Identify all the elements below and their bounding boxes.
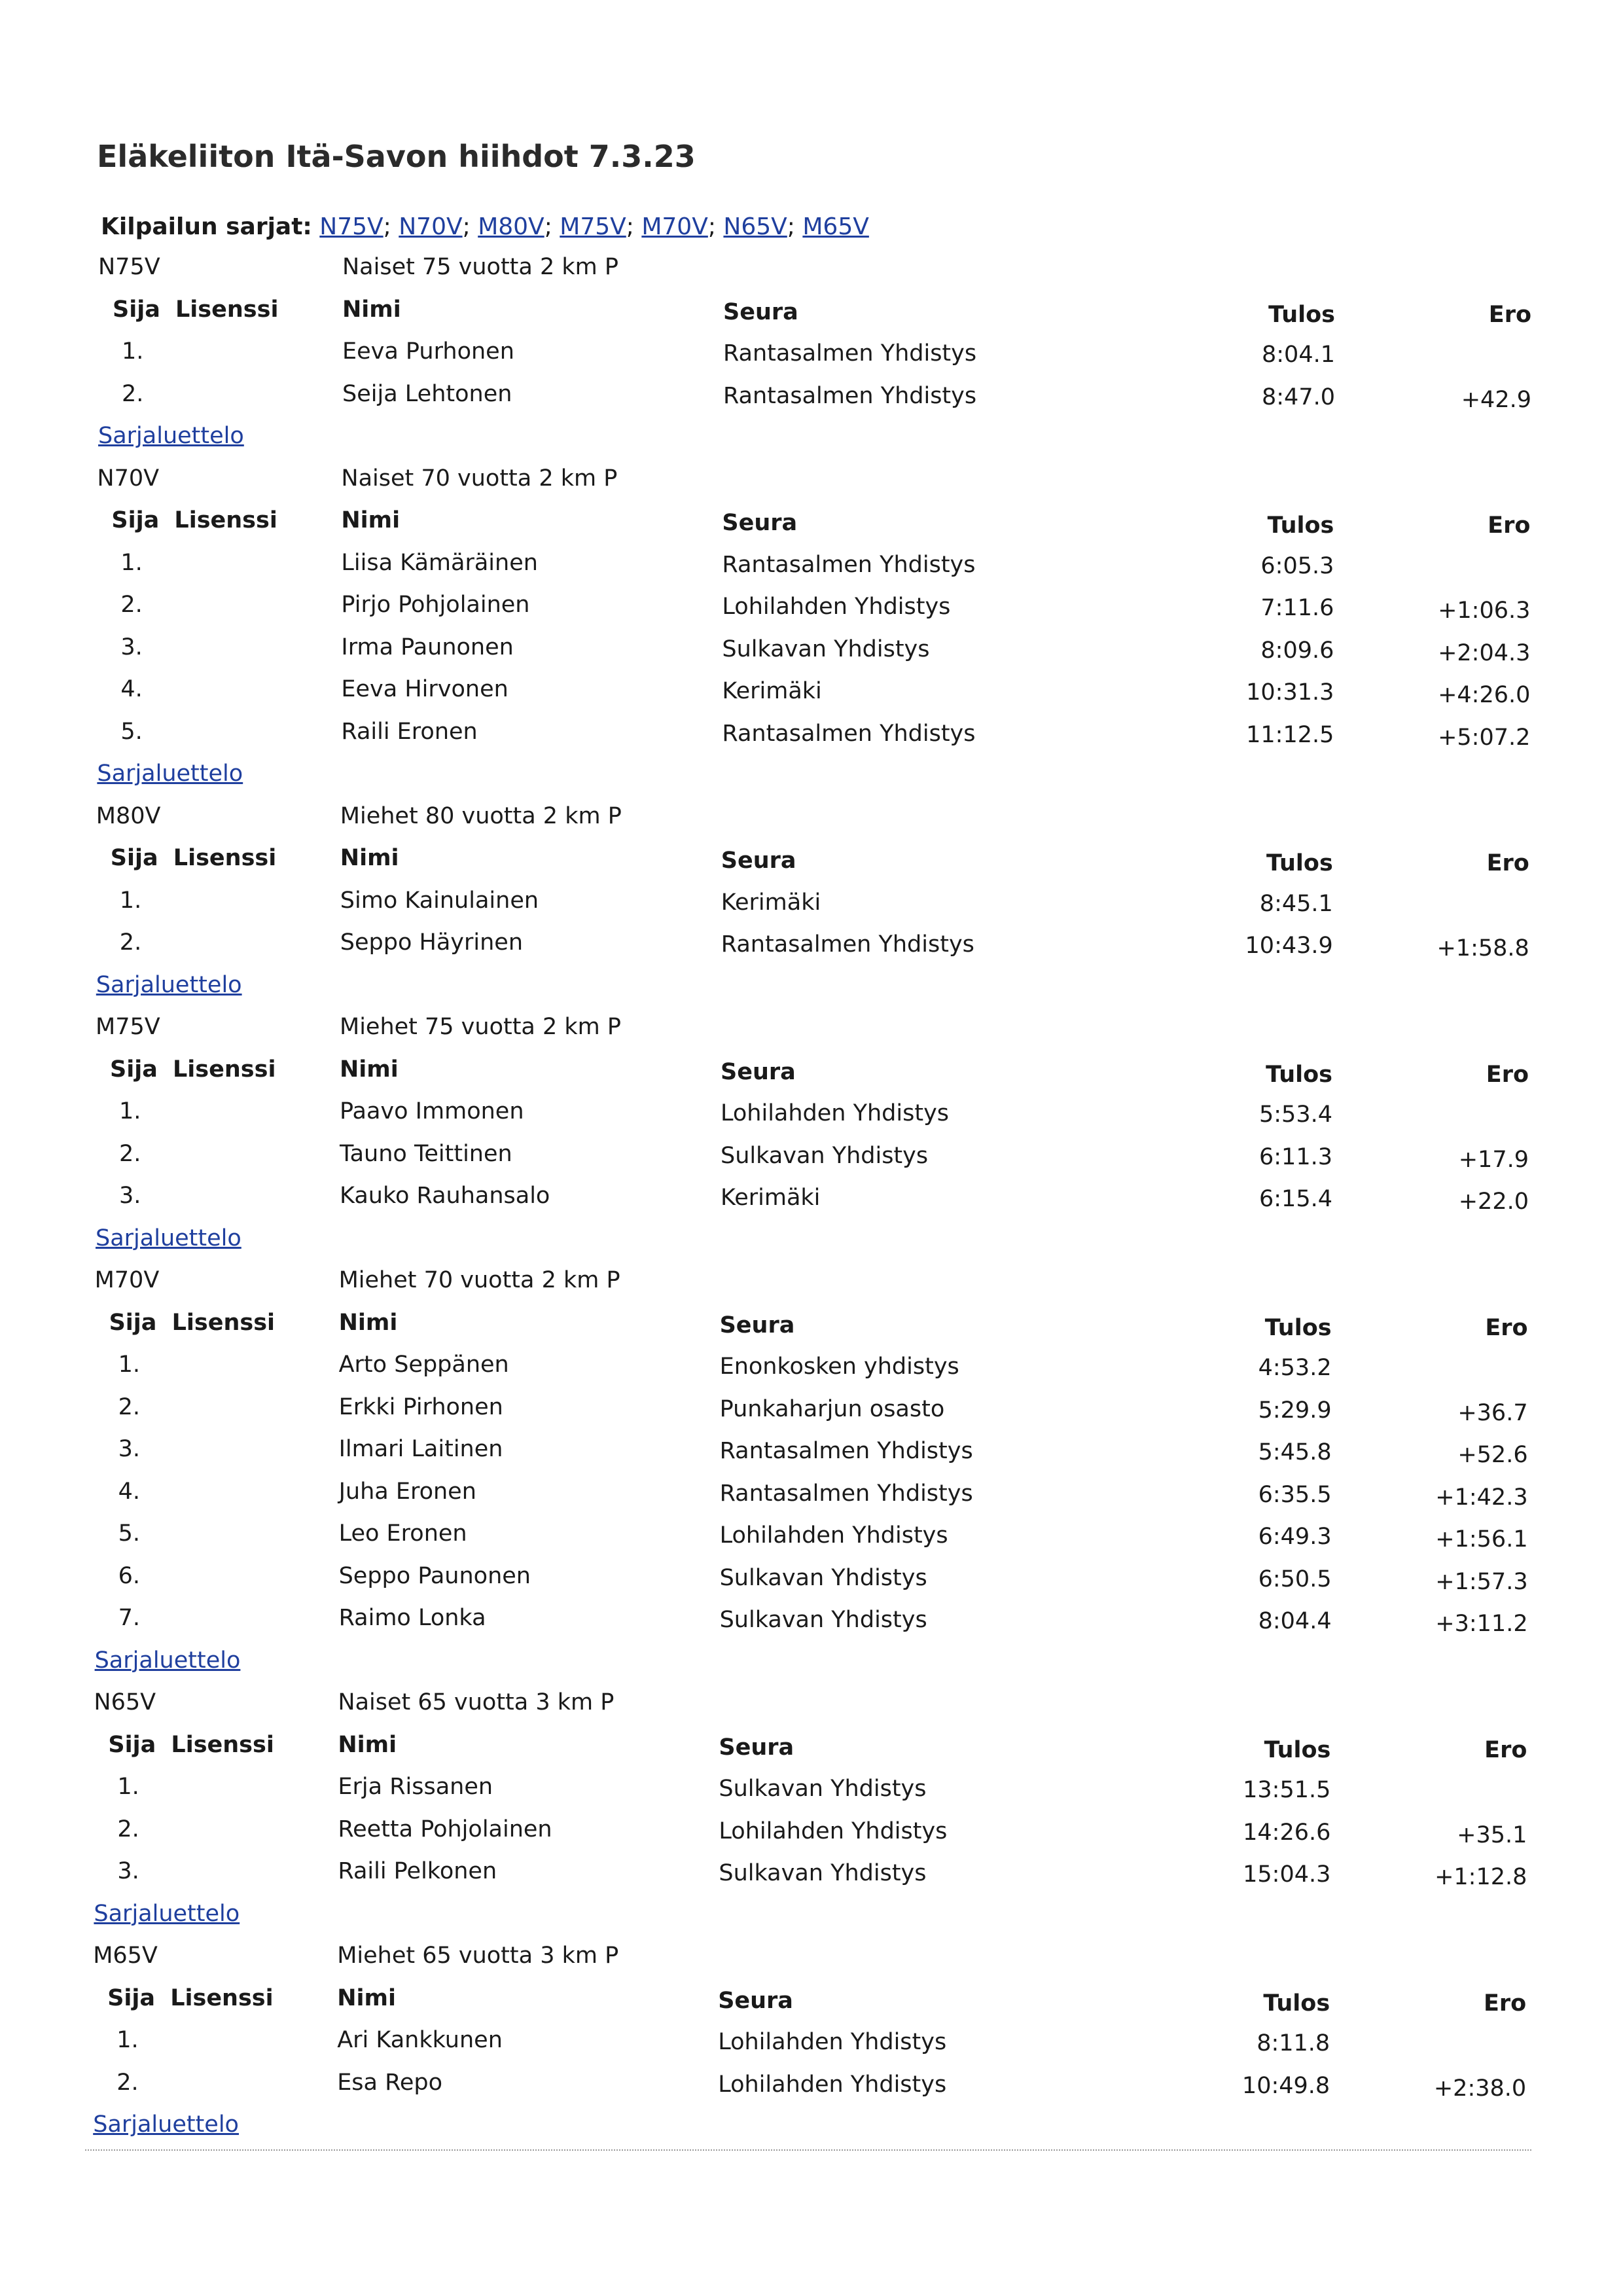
result-name: Ari Kankkunen bbox=[337, 2027, 503, 2053]
result-time: 15:04.3 bbox=[1243, 1861, 1331, 1888]
header-nimi: Nimi bbox=[338, 1731, 397, 1758]
header-tulos: Tulos bbox=[1266, 1061, 1332, 1088]
result-club: Rantasalmen Yhdistys bbox=[723, 340, 977, 367]
header-seura: Seura bbox=[723, 298, 798, 325]
result-name: Irma Paunonen bbox=[341, 634, 514, 660]
result-time: 5:53.4 bbox=[1259, 1102, 1332, 1128]
result-time: 6:15.4 bbox=[1259, 1186, 1332, 1212]
header-nimi: Nimi bbox=[342, 296, 401, 323]
result-club: Kerimäki bbox=[721, 1185, 821, 1211]
result-time: 10:31.3 bbox=[1246, 679, 1334, 706]
class-description-n65v: Naiset 65 vuotta 3 km P bbox=[338, 1689, 615, 1715]
header-seura: Seura bbox=[719, 1734, 794, 1761]
result-time: 6:49.3 bbox=[1258, 1524, 1332, 1550]
result-diff: +1:56.1 bbox=[1435, 1526, 1528, 1552]
result-time: 8:04.1 bbox=[1262, 342, 1335, 368]
header-lisenssi: Lisenssi bbox=[174, 507, 277, 533]
series-separator: ; bbox=[707, 213, 724, 240]
result-club: Rantasalmen Yhdistys bbox=[722, 551, 976, 578]
result-club: Lohilahden Yhdistys bbox=[718, 2071, 947, 2098]
result-time: 10:43.9 bbox=[1245, 933, 1333, 959]
header-seura: Seura bbox=[719, 1312, 795, 1338]
header-seura: Seura bbox=[721, 1058, 796, 1085]
header-lisenssi: Lisenssi bbox=[173, 845, 277, 871]
result-time: 13:51.5 bbox=[1243, 1777, 1331, 1803]
result-diff: +1:58.8 bbox=[1436, 935, 1529, 961]
series-separator: ; bbox=[544, 213, 560, 240]
header-tulos: Tulos bbox=[1263, 1990, 1330, 2017]
series-link-m70v[interactable]: M70V bbox=[641, 213, 708, 240]
header-tulos: Tulos bbox=[1267, 512, 1334, 539]
result-time: 5:29.9 bbox=[1258, 1397, 1332, 1424]
result-name: Erkki Pirhonen bbox=[338, 1393, 503, 1420]
result-place: 2. bbox=[119, 1140, 141, 1167]
header-sija: Sija bbox=[111, 507, 160, 533]
header-nimi: Nimi bbox=[337, 1984, 396, 2011]
series-separator: ; bbox=[787, 213, 803, 240]
result-name: Simo Kainulainen bbox=[340, 887, 539, 914]
class-code-n70v: N70V bbox=[97, 465, 160, 492]
header-lisenssi: Lisenssi bbox=[175, 296, 279, 323]
series-separator: ; bbox=[462, 213, 478, 240]
class-description-n70v: Naiset 70 vuotta 2 km P bbox=[341, 465, 618, 492]
result-club: Rantasalmen Yhdistys bbox=[722, 720, 976, 747]
class-description-m75v: Miehet 75 vuotta 2 km P bbox=[340, 1014, 621, 1040]
result-place: 3. bbox=[119, 1183, 141, 1209]
result-diff: +1:12.8 bbox=[1435, 1864, 1527, 1890]
result-diff: +2:38.0 bbox=[1433, 2075, 1527, 2102]
result-name: Seija Lehtonen bbox=[342, 380, 512, 407]
result-name: Tauno Teittinen bbox=[340, 1140, 512, 1167]
result-place: 5. bbox=[120, 718, 143, 745]
header-sija: Sija bbox=[113, 296, 160, 323]
series-list-link[interactable]: Sarjaluettelo bbox=[98, 423, 244, 449]
result-club: Sulkavan Yhdistys bbox=[721, 1142, 929, 1169]
result-name: Esa Repo bbox=[337, 2069, 443, 2096]
result-diff: +17.9 bbox=[1458, 1146, 1529, 1173]
result-club: Enonkosken yhdistys bbox=[719, 1354, 959, 1380]
header-tulos: Tulos bbox=[1264, 1314, 1332, 1341]
header-lisenssi: Lisenssi bbox=[171, 1309, 276, 1336]
result-club: Kerimäki bbox=[721, 889, 821, 916]
result-diff: +52.6 bbox=[1457, 1442, 1528, 1468]
result-name: Raili Pelkonen bbox=[338, 1858, 497, 1884]
class-code-n65v: N65V bbox=[94, 1689, 156, 1715]
header-lisenssi: Lisenssi bbox=[170, 1984, 274, 2011]
header-seura: Seura bbox=[721, 848, 796, 874]
series-list-link[interactable]: Sarjaluettelo bbox=[94, 1647, 241, 1674]
class-code-m65v: M65V bbox=[93, 1943, 158, 1969]
result-place: 3. bbox=[118, 1436, 140, 1462]
result-diff: +1:06.3 bbox=[1438, 598, 1531, 624]
series-list-link[interactable]: Sarjaluettelo bbox=[94, 1900, 240, 1927]
result-club: Rantasalmen Yhdistys bbox=[719, 1480, 973, 1507]
result-diff: +1:57.3 bbox=[1435, 1568, 1528, 1595]
result-time: 11:12.5 bbox=[1246, 721, 1334, 748]
header-seura: Seura bbox=[722, 510, 798, 536]
series-index bbox=[101, 213, 869, 240]
series-list-link[interactable]: Sarjaluettelo bbox=[93, 2111, 239, 2138]
result-diff: +3:11.2 bbox=[1435, 1611, 1528, 1637]
result-place: 7. bbox=[118, 1605, 140, 1631]
result-time: 8:09.6 bbox=[1260, 637, 1334, 664]
result-time: 6:05.3 bbox=[1260, 552, 1334, 579]
result-club: Lohilahden Yhdistys bbox=[721, 1100, 950, 1126]
result-diff: +2:04.3 bbox=[1438, 639, 1531, 666]
result-place: 2. bbox=[117, 1816, 139, 1842]
header-tulos: Tulos bbox=[1266, 850, 1333, 876]
class-code-m75v: M75V bbox=[96, 1014, 160, 1040]
result-name: Ilmari Laitinen bbox=[338, 1436, 503, 1462]
result-diff: +36.7 bbox=[1457, 1399, 1528, 1426]
result-name: Paavo Immonen bbox=[340, 1098, 524, 1124]
result-club: Punkaharjun osasto bbox=[719, 1395, 945, 1422]
header-ero: Ero bbox=[1488, 512, 1531, 539]
header-ero: Ero bbox=[1486, 850, 1529, 876]
result-time: 5:45.8 bbox=[1258, 1439, 1332, 1465]
result-place: 1. bbox=[119, 1098, 141, 1124]
class-description-m80v: Miehet 80 vuotta 2 km P bbox=[340, 802, 622, 829]
header-ero: Ero bbox=[1483, 1990, 1527, 2017]
header-ero: Ero bbox=[1484, 1736, 1527, 1763]
result-club: Sulkavan Yhdistys bbox=[719, 1564, 927, 1591]
result-place: 2. bbox=[116, 2069, 139, 2096]
result-time: 4:53.2 bbox=[1258, 1355, 1332, 1381]
result-diff: +35.1 bbox=[1457, 1821, 1527, 1848]
series-link-m75v[interactable]: M75V bbox=[560, 213, 626, 240]
series-list-link[interactable]: Sarjaluettelo bbox=[97, 761, 243, 787]
header-ero: Ero bbox=[1485, 1314, 1528, 1341]
series-list-link[interactable]: Sarjaluettelo bbox=[96, 971, 242, 998]
result-time: 10:49.8 bbox=[1241, 2072, 1330, 2099]
result-place: 4. bbox=[118, 1478, 140, 1505]
result-name: Liisa Kämäräinen bbox=[341, 549, 538, 576]
result-name: Raimo Lonka bbox=[338, 1605, 486, 1631]
header-sija: Sija bbox=[108, 1731, 156, 1758]
result-place: 1. bbox=[119, 887, 142, 914]
header-lisenssi: Lisenssi bbox=[173, 1056, 276, 1083]
result-place: 4. bbox=[120, 676, 143, 702]
result-time: 6:50.5 bbox=[1258, 1566, 1332, 1592]
result-name: Seppo Häyrinen bbox=[340, 929, 524, 956]
result-name: Leo Eronen bbox=[338, 1520, 467, 1547]
result-name: Eeva Purhonen bbox=[342, 338, 514, 365]
result-club: Rantasalmen Yhdistys bbox=[719, 1438, 973, 1464]
result-place: 2. bbox=[118, 1393, 140, 1420]
class-description-m65v: Miehet 65 vuotta 3 km P bbox=[337, 1943, 619, 1969]
result-place: 1. bbox=[118, 1352, 140, 1378]
result-name: Seppo Paunonen bbox=[338, 1562, 531, 1589]
result-club: Sulkavan Yhdistys bbox=[719, 1860, 927, 1886]
result-time: 8:45.1 bbox=[1259, 890, 1333, 917]
bottom-divider bbox=[85, 2149, 1531, 2151]
series-separator: ; bbox=[383, 213, 399, 240]
result-place: 2. bbox=[122, 380, 144, 407]
series-link-list bbox=[319, 213, 869, 240]
result-club: Sulkavan Yhdistys bbox=[719, 1607, 927, 1633]
result-name: Erja Rissanen bbox=[338, 1774, 493, 1800]
class-description-n75v: Naiset 75 vuotta 2 km P bbox=[342, 254, 618, 280]
result-club: Sulkavan Yhdistys bbox=[719, 1776, 927, 1802]
header-seura: Seura bbox=[718, 1987, 793, 2014]
header-lisenssi: Lisenssi bbox=[171, 1731, 274, 1758]
result-time: 8:11.8 bbox=[1257, 2030, 1330, 2056]
result-place: 3. bbox=[117, 1858, 139, 1884]
series-index-label: Kilpailun sarjat: bbox=[101, 213, 312, 240]
class-code-m70v: M70V bbox=[94, 1267, 160, 1293]
result-club: Rantasalmen Yhdistys bbox=[721, 931, 974, 958]
result-club: Lohilahden Yhdistys bbox=[718, 2029, 947, 2055]
result-time: 6:35.5 bbox=[1258, 1481, 1332, 1508]
header-sija: Sija bbox=[107, 1984, 156, 2011]
result-club: Lohilahden Yhdistys bbox=[719, 1522, 948, 1549]
result-place: 3. bbox=[120, 634, 143, 660]
result-club: Lohilahden Yhdistys bbox=[719, 1818, 948, 1844]
result-name: Eeva Hirvonen bbox=[341, 676, 508, 702]
result-place: 2. bbox=[119, 929, 142, 956]
result-place: 1. bbox=[120, 549, 143, 576]
result-place: 5. bbox=[118, 1520, 140, 1547]
header-ero: Ero bbox=[1486, 1061, 1529, 1088]
header-tulos: Tulos bbox=[1264, 1736, 1331, 1763]
class-code-n75v: N75V bbox=[98, 254, 160, 280]
series-link-n65v[interactable]: N65V bbox=[723, 213, 787, 240]
result-place: 1. bbox=[116, 2027, 139, 2053]
result-club: Kerimäki bbox=[722, 678, 822, 704]
result-time: 8:04.4 bbox=[1258, 1608, 1332, 1634]
result-diff: +42.9 bbox=[1461, 386, 1531, 413]
header-sija: Sija bbox=[110, 845, 158, 871]
header-tulos: Tulos bbox=[1268, 301, 1335, 328]
series-list-link[interactable]: Sarjaluettelo bbox=[96, 1225, 241, 1251]
result-place: 2. bbox=[120, 592, 143, 618]
header-nimi: Nimi bbox=[338, 1309, 398, 1336]
result-time: 14:26.6 bbox=[1243, 1819, 1331, 1846]
result-name: Kauko Rauhansalo bbox=[340, 1183, 550, 1209]
series-link-n75v[interactable]: N75V bbox=[319, 213, 383, 240]
result-diff: +5:07.2 bbox=[1438, 724, 1531, 751]
header-sija: Sija bbox=[110, 1056, 158, 1083]
result-name: Raili Eronen bbox=[341, 718, 478, 745]
series-link-n70v[interactable]: N70V bbox=[399, 213, 463, 240]
result-name: Arto Seppänen bbox=[338, 1352, 509, 1378]
header-sija: Sija bbox=[109, 1309, 157, 1336]
series-separator: ; bbox=[626, 213, 642, 240]
result-name: Pirjo Pohjolainen bbox=[341, 592, 530, 618]
result-time: 7:11.6 bbox=[1260, 595, 1334, 621]
result-name: Reetta Pohjolainen bbox=[338, 1816, 552, 1842]
result-diff: +1:42.3 bbox=[1435, 1484, 1528, 1511]
result-club: Sulkavan Yhdistys bbox=[722, 636, 930, 662]
result-time: 8:47.0 bbox=[1262, 384, 1335, 410]
header-nimi: Nimi bbox=[340, 1056, 399, 1083]
result-club: Lohilahden Yhdistys bbox=[722, 594, 951, 620]
header-nimi: Nimi bbox=[340, 845, 399, 871]
series-link-m80v[interactable]: M80V bbox=[478, 213, 544, 240]
header-ero: Ero bbox=[1488, 301, 1531, 328]
result-diff: +22.0 bbox=[1458, 1189, 1529, 1215]
result-club: Rantasalmen Yhdistys bbox=[723, 382, 977, 409]
page-title: Eläkeliiton Itä-Savon hiihdot 7.3.23 bbox=[97, 139, 696, 174]
result-diff: +4:26.0 bbox=[1438, 682, 1531, 708]
class-code-m80v: M80V bbox=[96, 802, 161, 829]
header-nimi: Nimi bbox=[341, 507, 401, 533]
class-description-m70v: Miehet 70 vuotta 2 km P bbox=[338, 1267, 620, 1293]
result-place: 1. bbox=[117, 1774, 139, 1800]
result-place: 1. bbox=[122, 338, 144, 365]
result-place: 6. bbox=[118, 1562, 140, 1589]
series-link-m65v[interactable]: M65V bbox=[802, 213, 869, 240]
result-name: Juha Eronen bbox=[338, 1478, 476, 1505]
result-time: 6:11.3 bbox=[1259, 1143, 1332, 1170]
